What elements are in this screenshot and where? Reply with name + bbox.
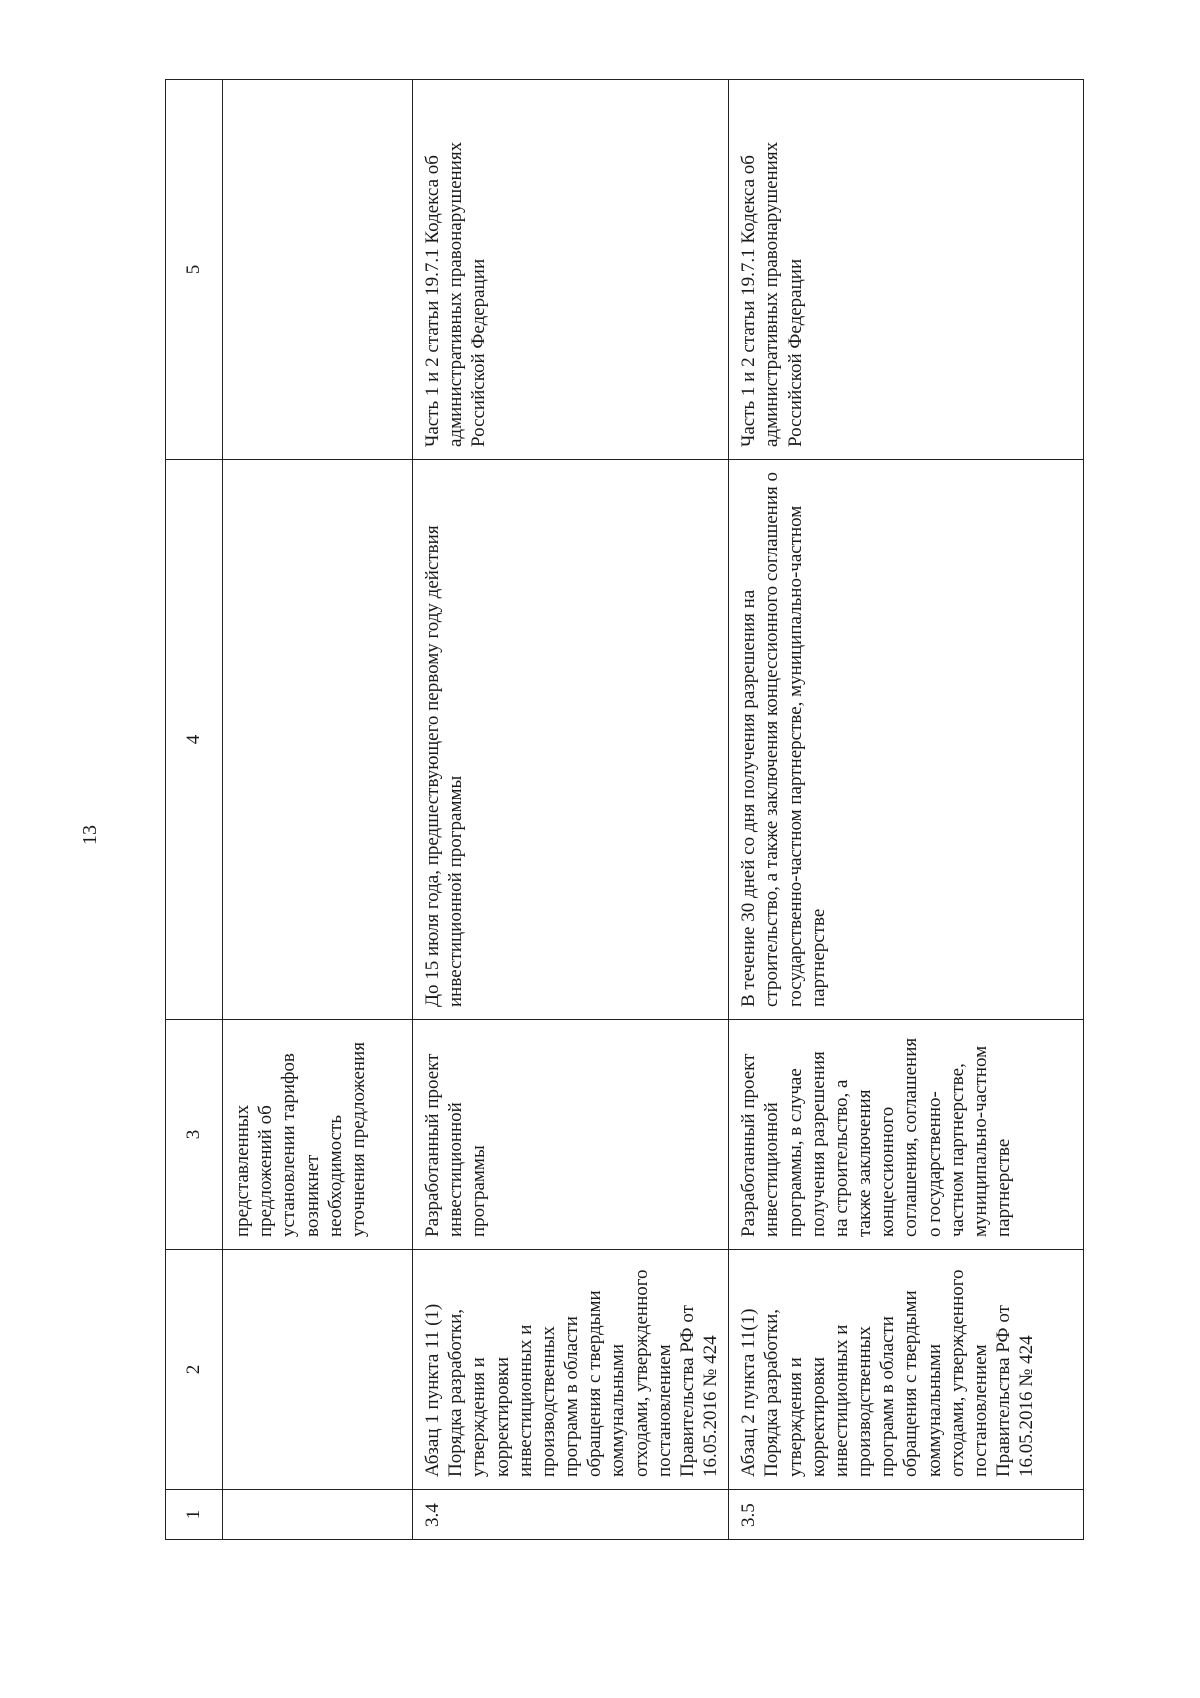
table-container xyxy=(165,80,1038,1540)
liability-cell: Часть 1 и 2 статьи 19.7.1 Кодекса об административных правонарушениях Российской Федерации xyxy=(413,80,729,460)
table-row xyxy=(413,80,729,1540)
row-number-cell: 3.4 xyxy=(413,1490,729,1540)
header-cell-5: 5 xyxy=(166,80,223,460)
regulation-table xyxy=(165,79,1084,1540)
deadline-cell xyxy=(223,460,413,1020)
liability-cell: Часть 1 и 2 статьи 19.7.1 Кодекса об административных правонарушениях Российской Федерации xyxy=(729,80,1084,460)
deadline-cell: До 15 июля года, предшествующего первому году действия инвестиционной программы xyxy=(413,460,729,1020)
row-number-cell: 3.5 xyxy=(729,1490,1084,1540)
page-number: 13 xyxy=(79,825,101,845)
table-row xyxy=(729,80,1084,1540)
liability-cell xyxy=(223,80,413,460)
header-cell-3: 3 xyxy=(166,1020,223,1250)
header-cell-1: 1 xyxy=(166,1490,223,1540)
event-cell: Разработанный проект инвестиционной программы, в случае получения разрешения на строительство, а также заключения концессионного соглашения, соглашения о государственно-частном партнерстве, муниципально-частном партнерстве xyxy=(729,1020,1084,1250)
event-cell: Разработанный проект инвестиционной программы xyxy=(413,1020,729,1250)
header-cell-2: 2 xyxy=(166,1250,223,1490)
event-cell: представленных предложений об установлении тарифов возникнет необходимость уточнения предложения xyxy=(223,1020,413,1250)
table-header-row xyxy=(166,80,223,1540)
row-number-cell xyxy=(223,1490,413,1540)
deadline-cell: В течение 30 дней со дня получения разрешения на строительство, а также заключения концессионного соглашения о государственно-частном партнерстве, муниципально-частном партнерстве xyxy=(729,460,1084,1020)
header-cell-4: 4 xyxy=(166,460,223,1020)
basis-cell: Абзац 1 пункта 11 (1) Порядка разработки, утверждения и корректировки инвестиционных и производственных программ в области обращения с твердыми коммунальными отходами, утвержденного постановлением Правительства РФ от 16.05.2016 № 424 xyxy=(413,1250,729,1490)
basis-cell: Абзац 2 пункта 11(1) Порядка разработки, утверждения и корректировки инвестиционных и производственных программ в области обращения с твердыми коммунальными отходами, утвержденного постановлением Правительства РФ от 16.05.2016 № 424 xyxy=(729,1250,1084,1490)
basis-cell xyxy=(223,1250,413,1490)
table-row xyxy=(223,80,413,1540)
